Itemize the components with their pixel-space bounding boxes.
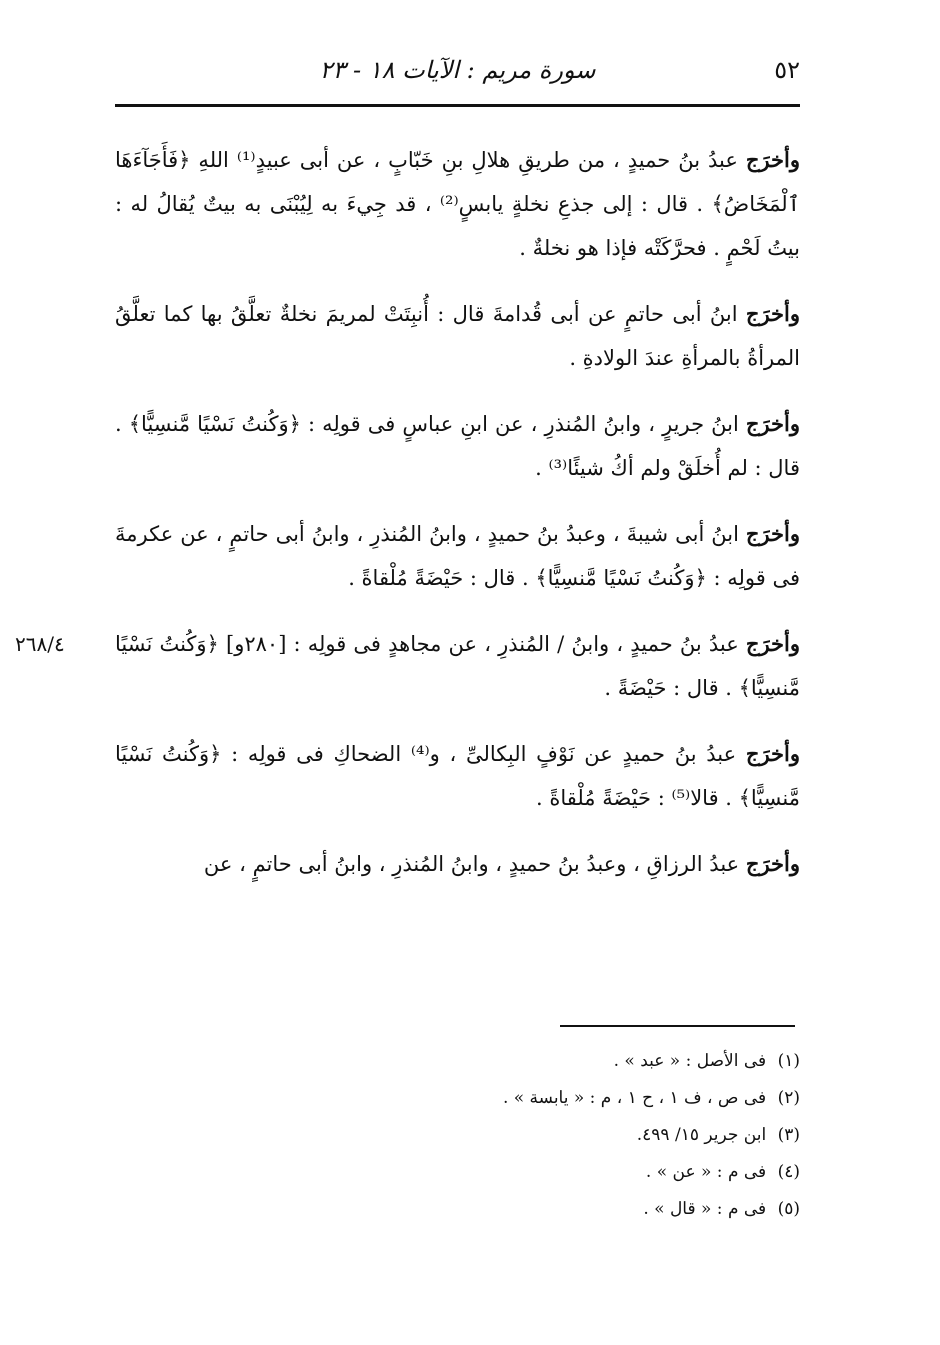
paragraph xyxy=(115,402,800,490)
footnote-number: (٤) xyxy=(777,1162,800,1182)
footnote-text: فى الأصل : « عبد » . xyxy=(613,1051,767,1071)
footnotes xyxy=(115,1043,800,1228)
paragraph-lead: وأخرَج xyxy=(745,147,800,172)
paragraph-text: عبدُ بنُ حميدٍ عن نَوْفٍ البِكالىِّ ، و⁽⁴⁾ الضحاكِ فى قولِه : ﴿وَكُنتُ نَسْيًا مَّنسِيًّا﴾ . قالا⁽⁵⁾ : حَيْضَةً مُلْقاةً . xyxy=(115,742,800,810)
header-rule xyxy=(115,104,800,107)
footnote xyxy=(115,1117,800,1154)
footnote-text: فى م : « قال » . xyxy=(643,1199,767,1219)
paragraph xyxy=(15,622,800,710)
footnote-text: فى ص ، ف ١ ، ح ١ ، م : « يابسة » . xyxy=(502,1088,767,1108)
paragraph-text: ابنُ أبى حاتمٍ عن أبى قُدامةَ قال : أُنبِتَتْ لمريمَ نخلةٌ تعلَّقُ بها كما تعلَّقُ المرأةُ بالمرأةِ عندَ الولادةِ . xyxy=(115,302,800,370)
paragraph xyxy=(115,732,800,820)
paragraph-text: عبدُ بنُ حميدٍ ، وابنُ / المُنذرِ ، عن مجاهدٍ فى قولِه : [٢٨٠و] ﴿وَكُنتُ نَسْيًا مَّنسِيًّا﴾ . قال : حَيْضَةً . xyxy=(115,632,800,700)
main-text xyxy=(15,138,800,908)
footnote-number: (٥) xyxy=(777,1199,800,1219)
footnote-number: (٣) xyxy=(777,1125,800,1145)
footnote-rule xyxy=(560,1025,795,1027)
footnote-number: (٢) xyxy=(777,1088,800,1108)
paragraph-lead: وأخرَج xyxy=(745,301,800,326)
paragraph-lead: وأخرَج xyxy=(745,851,800,876)
footnote xyxy=(115,1191,800,1228)
paragraph xyxy=(115,138,800,270)
paragraph xyxy=(115,842,800,886)
paragraph-text: عبدُ الرزاقِ ، وعبدُ بنُ حميدٍ ، وابنُ المُنذرِ ، وابنُ أبى حاتمٍ ، عن xyxy=(203,852,740,876)
paragraph-text: ابنُ جريرٍ ، وابنُ المُنذرِ ، عن ابنِ عباسٍ فى قولِه : ﴿وَكُنتُ نَسْيًا مَّنسِيًّا﴾ . قال : لم أُخلَقْ ولم أكُ شيئًا⁽³⁾ . xyxy=(115,412,800,480)
paragraph xyxy=(115,292,800,380)
footnote xyxy=(115,1154,800,1191)
paragraph-text: ابنُ أبى شيبةَ ، وعبدُ بنُ حميدٍ ، وابنُ المُنذرِ ، وابنُ أبى حاتمٍ ، عن عكرمةَ فى قولِه : ﴿وَكُنتُ نَسْيًا مَّنسِيًّا﴾ . قال : حَيْضَةً مُلْقاةً . xyxy=(115,522,800,590)
paragraph-lead: وأخرَج xyxy=(745,631,800,656)
paragraph-lead: وأخرَج xyxy=(745,411,800,436)
paragraph-text: عبدُ بنُ حميدٍ ، من طريقِ هلالِ بنِ خَبّابٍ ، عن أبى عبيدٍ⁽¹⁾ اللهِ ﴿فَأَجَآءَهَا ٱلْمَخَاضُ﴾ . قال : إلى جذعِ نخلةٍ يابسٍ⁽²⁾ ، قد جِيءَ به لِيُبْنَى به بيتٌ يُقالُ له : بيتُ لَحْمٍ . فحرَّكَتْه فإذا هو نخلةٌ . xyxy=(115,148,800,260)
footnote-number: (١) xyxy=(777,1051,800,1071)
page-number: ٥٢ xyxy=(774,56,800,84)
paragraph-lead: وأخرَج xyxy=(745,521,800,546)
running-title: سورة مريم : الآيات ١٨ - ٢٣ xyxy=(319,56,596,84)
footnote-text: ابن جرير ١٥/ ٤٩٩. xyxy=(636,1125,767,1145)
footnote xyxy=(115,1080,800,1117)
footnote xyxy=(115,1043,800,1080)
margin-reference: ٢٦٨/٤ xyxy=(15,632,65,656)
page-header xyxy=(115,52,800,92)
paragraph-lead: وأخرَج xyxy=(745,741,800,766)
paragraph xyxy=(115,512,800,600)
footnote-text: فى م : « عن » . xyxy=(645,1162,767,1182)
